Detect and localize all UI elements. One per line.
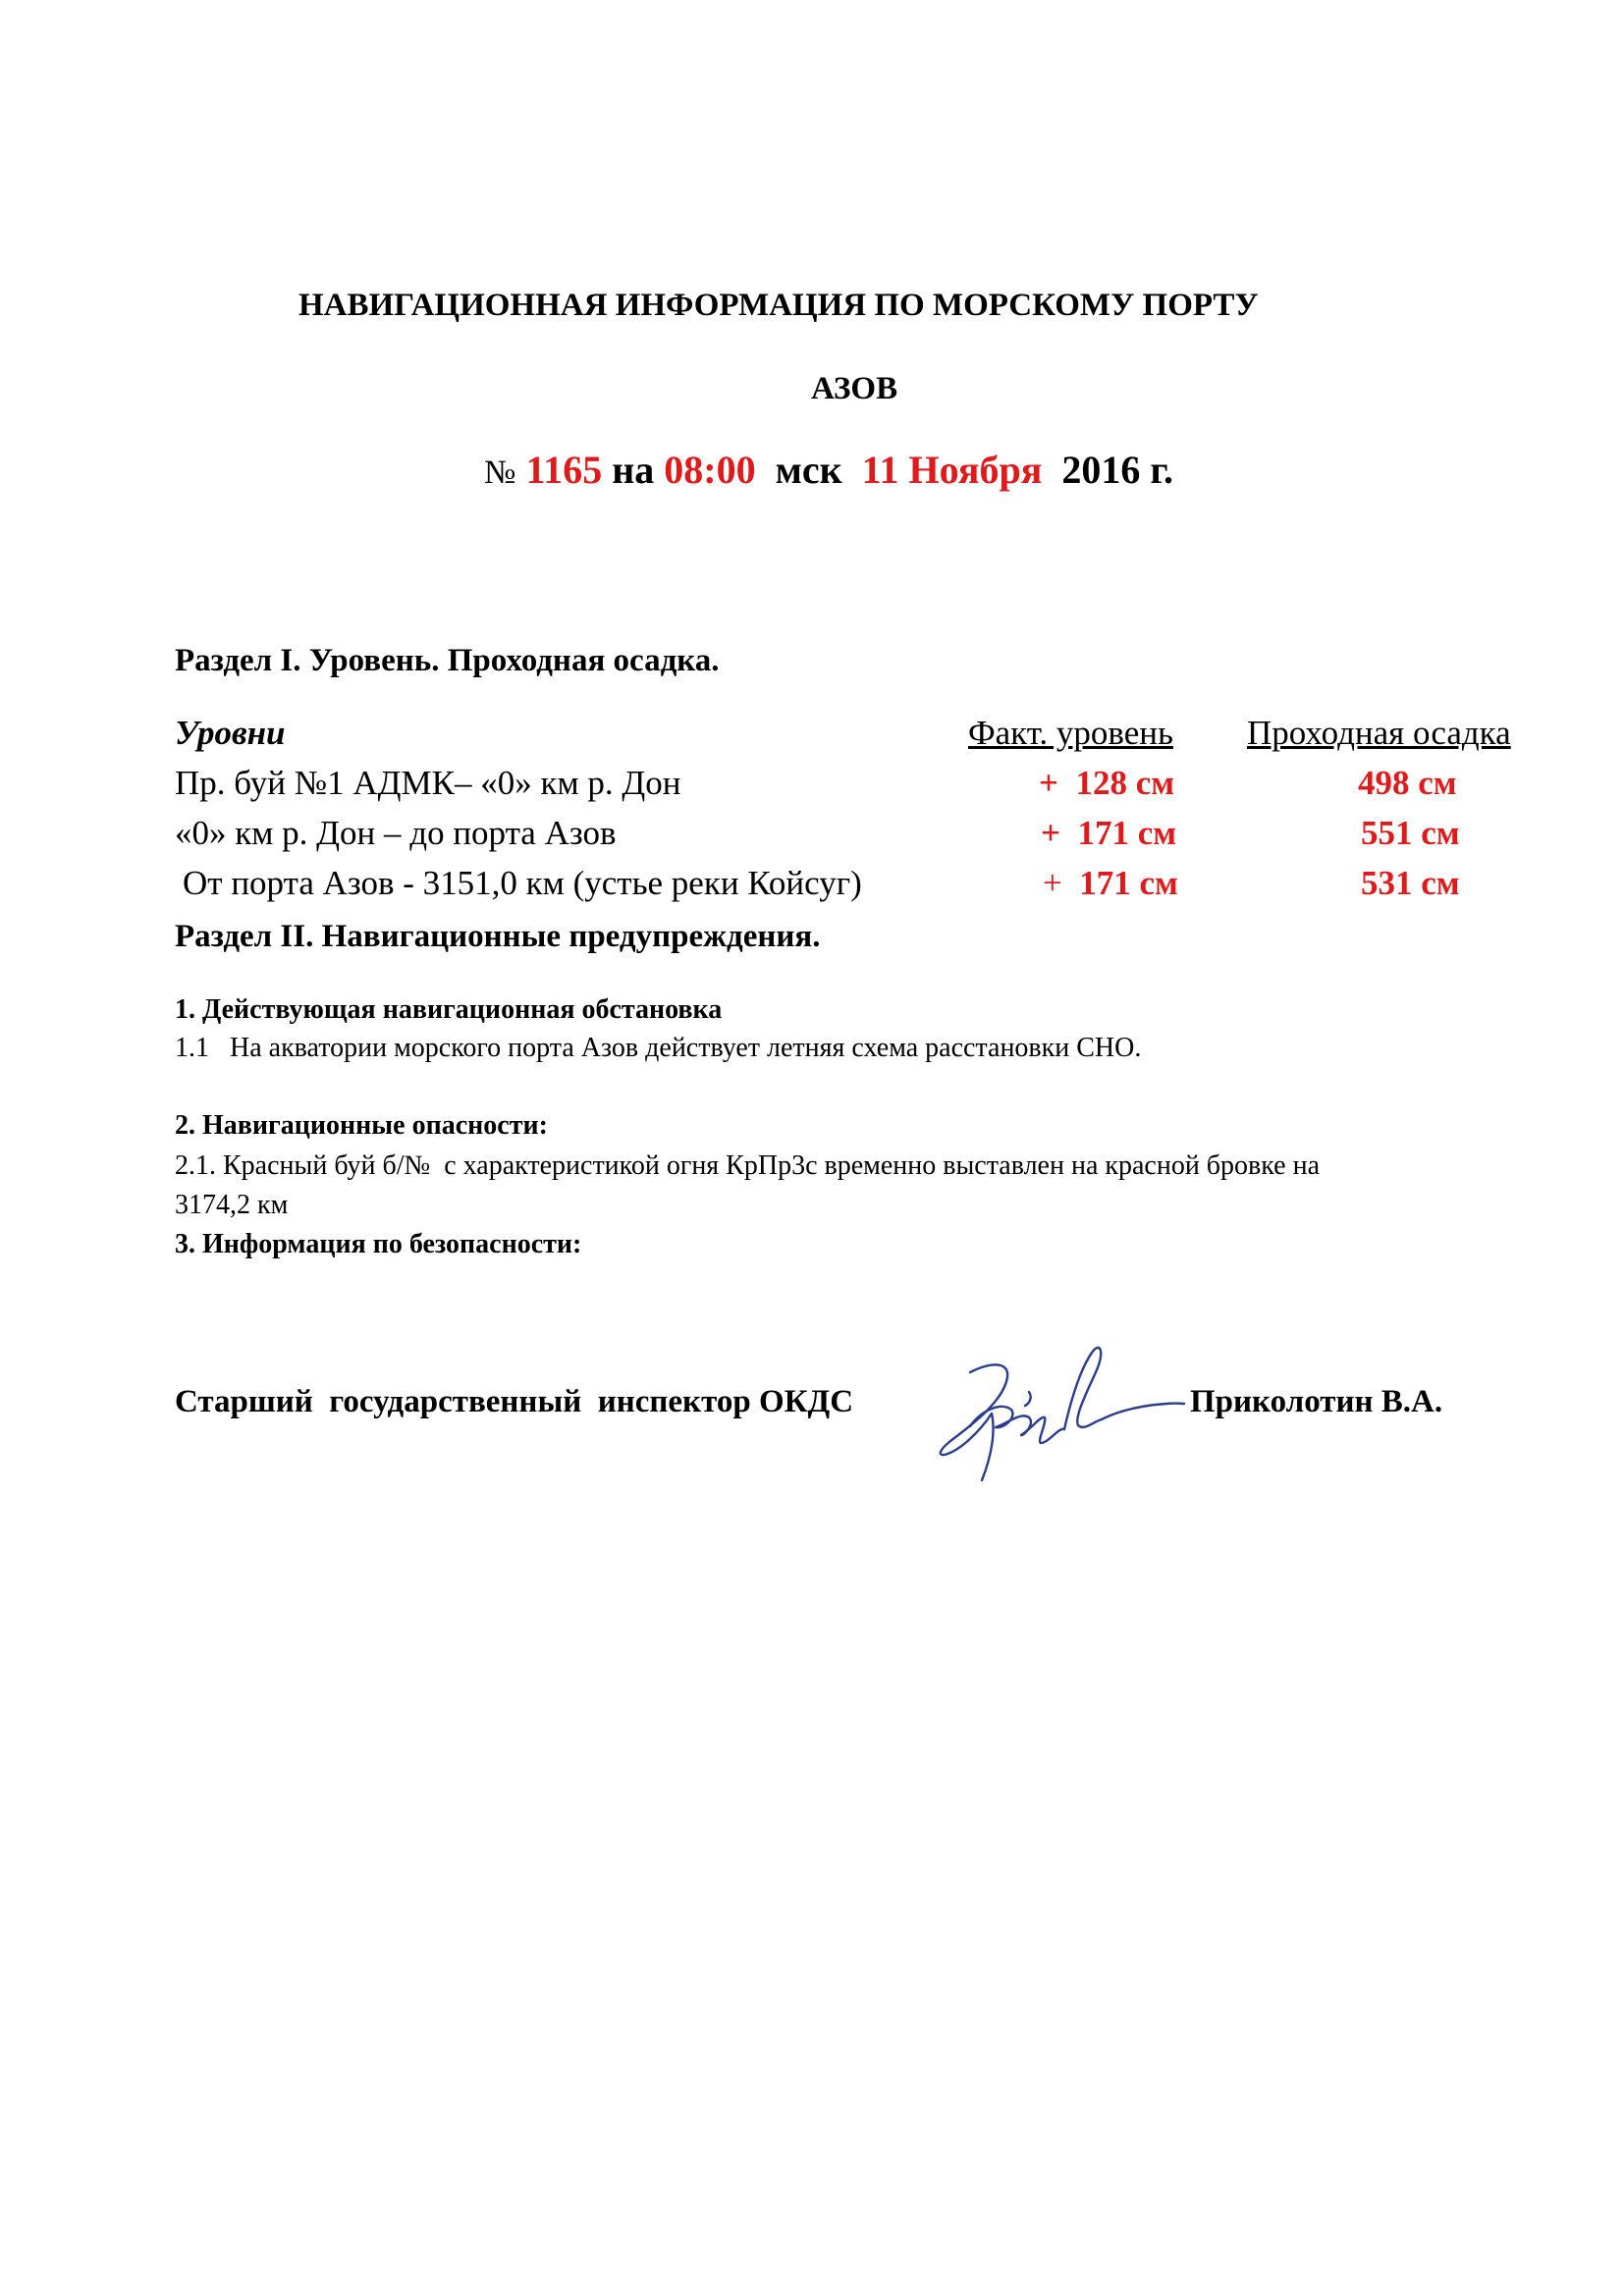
- level-row-actual: [1039, 764, 1174, 803]
- level-row-draft: 531 см: [1361, 864, 1460, 902]
- subsection1-item: 1.1 На акватории морского порта Азов действует летняя схема расстановки СНО.: [175, 1033, 1142, 1063]
- subsection1-title: 1. Действующая навигационная обстановка: [175, 994, 723, 1025]
- level-value: 171 см: [1077, 814, 1177, 852]
- level-row-actual: [1041, 814, 1176, 853]
- signatory-name: Приколотин В.А.: [1190, 1384, 1443, 1419]
- subsection2-item-line2: 3174,2 км: [175, 1190, 289, 1220]
- bulletin-line: [484, 447, 1173, 493]
- subsection3-title: 3. Информация по безопасности:: [175, 1229, 582, 1259]
- level-row-name: «0» км р. Дон – до порта Азов: [175, 814, 617, 852]
- document-title-line1: НАВИГАЦИОННАЯ ИНФОРМАЦИЯ ПО МОРСКОМУ ПОРТУ: [298, 288, 1259, 323]
- bulletin-date: 11 Ноября: [861, 448, 1043, 492]
- level-row-name: От порта Азов - 3151,0 км (устье реки Койсуг): [183, 864, 862, 902]
- bulletin-year: 2016 г.: [1061, 448, 1173, 492]
- section1-heading: Раздел I. Уровень. Проходная осадка.: [175, 643, 720, 678]
- level-sign: +: [1043, 864, 1062, 902]
- level-value: 171 см: [1079, 864, 1178, 902]
- level-row-draft: 498 см: [1358, 764, 1457, 802]
- handwritten-signature: [931, 1333, 1186, 1490]
- bulletin-at-word: на: [612, 448, 655, 492]
- bulletin-time: 08:00: [664, 448, 756, 492]
- level-value: 128 см: [1075, 764, 1175, 802]
- document-title-line2: АЗОВ: [811, 371, 898, 406]
- level-sign: +: [1039, 764, 1058, 802]
- number-sign: №: [484, 454, 516, 491]
- level-row-actual: [1043, 864, 1178, 903]
- bulletin-number: 1165: [525, 448, 603, 492]
- bulletin-timezone: мск: [775, 448, 842, 492]
- section2-heading: Раздел II. Навигационные предупреждения.: [175, 919, 821, 954]
- signatory-position: Старший государственный инспектор ОКДС: [175, 1384, 854, 1419]
- subsection2-title: 2. Навигационные опасности:: [175, 1110, 548, 1141]
- level-row-name: Пр. буй №1 АДМК– «0» км р. Дон: [175, 764, 681, 802]
- level-sign: +: [1041, 814, 1060, 852]
- subsection2-item-line1: 2.1. Красный буй б/№ с характеристикой огня КрПр3с временно выставлен на красной бровке на: [175, 1150, 1321, 1181]
- levels-column-header: Уровни: [175, 714, 286, 752]
- actual-level-column-header: Факт. уровень: [968, 714, 1173, 752]
- level-row-draft: 551 см: [1361, 814, 1460, 852]
- draft-column-header: Проходная осадка: [1247, 714, 1511, 752]
